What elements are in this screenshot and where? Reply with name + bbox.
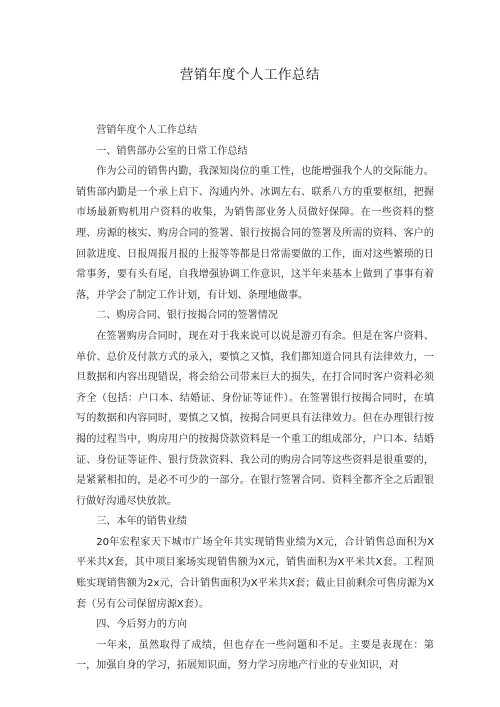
section-heading-4: 四、今后努力的方向 bbox=[96, 619, 188, 631]
doc-subtitle: 营销年度个人工作总结 bbox=[96, 125, 198, 136]
document-body bbox=[76, 121, 434, 677]
page-title: 营销年度个人工作总结 bbox=[180, 67, 320, 83]
section-heading-1: 一、销售部办公室的日常工作总结 bbox=[96, 145, 248, 157]
section-heading-2: 二、购房合同、银行按揭合同的签署情况 bbox=[96, 310, 278, 322]
body-paragraph-3: 20年宏程家天下城市广场全年共实现销售业绩为X元，合计销售总面积为X平米共X套，其中项目案场实现销售额为X元，销售面积为X平米共X套。工程顶账实现销售额为2x元，合计销售面积为X平米共X套；截止目前剩余可售房源为X套（另有公司保留房源X套）。 bbox=[76, 536, 434, 610]
body-paragraph-4: 一年来，虽然取得了成绩，但也存在一些问题和不足。主要是表现在：第一，加强自身的学习，拓展知识面，努力学习房地产行业的专业知识，对 bbox=[76, 639, 434, 672]
section-heading-3: 三、本年的销售业绩 bbox=[96, 516, 188, 528]
body-paragraph-1: 作为公司的销售内勤，我深知岗位的重工性，也能增强我个人的交际能力。销售部内勤是一个承上启下、沟通内外、冰调左右、联系八方的重要枢纽，把握市场最新购机用户资料的收集，为销售部业务人员做好保障。在一些资料的整理、房源的核实、购房合同的签署、银行按揭合同的签署及所需的资料、客户的回款进度、日报周报月报的上报等等都是日常需要做的工作，面对这些繁琐的日常事务，要有头有尾，自我增强协调工作意识，这半年来基本上做到了事事有着落，并学会了制定工作计划，有计划、条理地做事。 bbox=[76, 166, 434, 301]
body-paragraph-2: 在签署购房合同时，现在对于我来说可以说是游刃有余。但是在客户资料、单价、总价及付款方式的录入，要慎之又慎，我们都知道合同具有法律效力，一旦数据和内容出现错误，将会给公司带来巨大的损失，在打合同时客户资料必须齐全（包括：户口本、结婚证、身份证等证件）。在签署银行按揭合同时，在填写的数据和内容同时，要慎之又慎，按揭合同更具有法律效力。但在办理银行按揭的过程当中，购房用户的按揭贷款资料是一个重工的组成部分，户口本、结婚证、身份证等证件、银行贷款资料、我公司的购房合同等这些资料是很重要的，是紧紧相扣的，是必不可少的一部分。在银行签署合同、资料全都齐全之后跟银行做好沟通尽快放款。 bbox=[76, 330, 434, 507]
